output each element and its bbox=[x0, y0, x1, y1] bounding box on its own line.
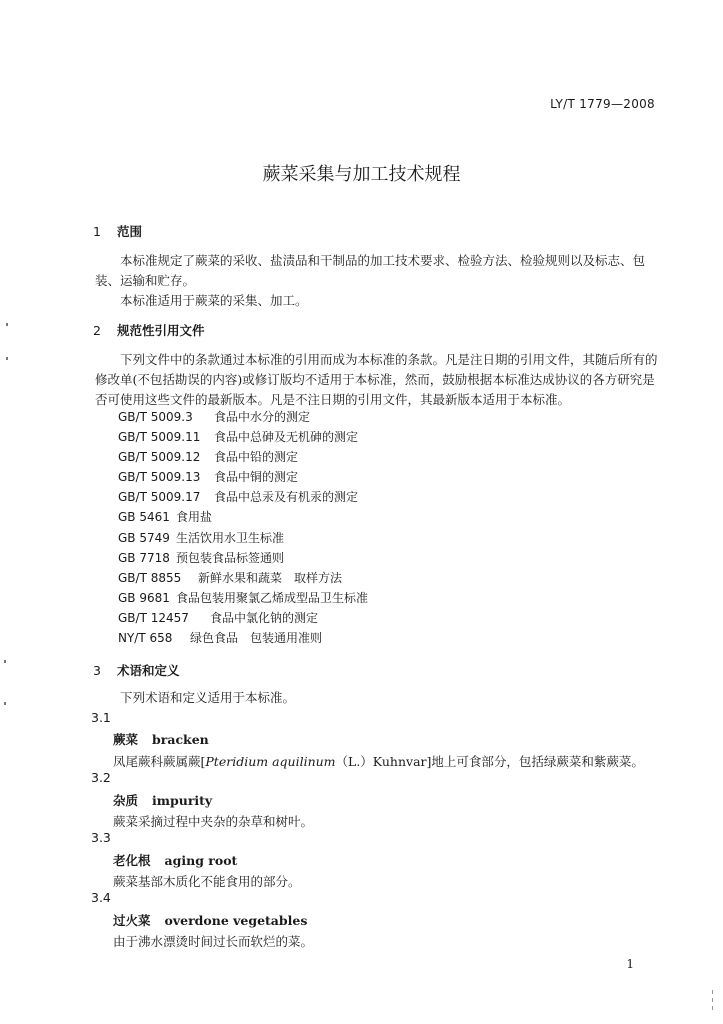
reference-item bbox=[118, 427, 368, 447]
scan-edge-mark bbox=[712, 990, 713, 994]
term-definition: 蕨菜采摘过程中夹杂的杂草和树叶。 bbox=[113, 814, 314, 829]
term-english: impurity bbox=[152, 793, 213, 808]
reference-code: GB/T 5009.11 bbox=[118, 430, 201, 445]
scope-paragraph-2: 本标准适用于蕨菜的采集、加工。 bbox=[120, 293, 308, 308]
term-chinese: 蕨菜 bbox=[113, 732, 139, 747]
scope-paragraph-1: 本标准规定了蕨菜的采收、盐渍品和干制品的加工技术要求、检验方法、检验规则以及标志、包装、运输和贮存。 bbox=[95, 253, 646, 288]
term-number: 3.2 bbox=[91, 770, 111, 785]
reference-item bbox=[118, 447, 368, 467]
term-english: overdone vegetables bbox=[164, 913, 308, 928]
term-definition: 蕨菜基部木质化不能食用的部分。 bbox=[113, 874, 301, 889]
reference-title: 生活饮用水卫生标准 bbox=[176, 530, 285, 545]
reference-title: 预包装食品标签通则 bbox=[176, 550, 285, 565]
scan-speck bbox=[4, 702, 6, 705]
reference-code: GB/T 12457 bbox=[118, 610, 189, 625]
section-title: 术语和定义 bbox=[117, 663, 180, 678]
scan-speck bbox=[6, 323, 8, 326]
reference-item bbox=[118, 568, 368, 588]
terms-intro: 下列术语和定义适用于本标准。 bbox=[120, 690, 296, 705]
reference-code: GB/T 5009.12 bbox=[118, 450, 201, 465]
term-chinese: 过火菜 bbox=[113, 913, 151, 928]
term-chinese: 老化根 bbox=[113, 853, 151, 868]
term-heading bbox=[113, 730, 209, 748]
term-number: 3.1 bbox=[91, 710, 111, 725]
section-title: 范围 bbox=[117, 224, 143, 239]
reference-title: 食品中总砷及无机砷的测定 bbox=[214, 430, 359, 445]
reference-code: GB/T 5009.13 bbox=[118, 470, 201, 485]
reference-item bbox=[118, 467, 368, 487]
reference-item bbox=[118, 608, 368, 628]
reference-item bbox=[118, 628, 368, 648]
term-heading bbox=[113, 791, 212, 809]
section-number: 3 bbox=[93, 663, 101, 678]
references-intro: 下列文件中的条款通过本标准的引用而成为本标准的条款。凡是注日期的引用文件，其随后所有的修改单(不包括勘误的内容)或修订版均不适用于本标准，然而，鼓励根据本标准达成协议的各方研究是否可使用这些文件的最新版本。凡是不注日期的引用文件，其最新版本适用于本标准。 bbox=[95, 352, 658, 407]
scan-speck bbox=[4, 660, 6, 663]
reference-code: NY/T 658 bbox=[118, 631, 173, 646]
section-2-heading bbox=[93, 321, 205, 339]
term-english: aging root bbox=[164, 853, 238, 868]
definition-text: 凤尾蕨科蕨属蕨[ bbox=[113, 754, 206, 769]
scan-speck bbox=[6, 357, 8, 360]
term-number: 3.3 bbox=[91, 830, 111, 845]
reference-title: 食品中氯化钠的测定 bbox=[210, 610, 319, 625]
reference-item bbox=[118, 548, 368, 568]
term-heading bbox=[113, 851, 237, 869]
scan-edge-mark bbox=[712, 998, 713, 1002]
reference-title: 食品中水分的测定 bbox=[214, 410, 311, 424]
reference-code: GB 5461 bbox=[118, 510, 170, 525]
section-1-heading bbox=[93, 222, 142, 240]
reference-title: 新鲜水果和蔬菜 取样方法 bbox=[198, 570, 343, 585]
reference-code: GB/T 5009.17 bbox=[118, 490, 201, 505]
reference-item bbox=[118, 487, 368, 507]
reference-code: GB 9681 bbox=[118, 590, 170, 605]
page-title: 蕨菜采集与加工技术规程 bbox=[262, 164, 461, 185]
term-definition bbox=[113, 752, 644, 770]
reference-code: GB/T 8855 bbox=[118, 570, 182, 585]
reference-item bbox=[118, 407, 368, 427]
reference-title: 食用盐 bbox=[176, 510, 213, 525]
term-chinese: 杂质 bbox=[113, 793, 139, 808]
section-3-heading bbox=[93, 661, 180, 679]
reference-title: 食品中总汞及有机汞的测定 bbox=[214, 490, 359, 505]
reference-title: 食品中铅的测定 bbox=[214, 450, 299, 465]
page-number: 1 bbox=[626, 957, 634, 971]
reference-code: GB 7718 bbox=[118, 550, 170, 565]
reference-code: GB/T 5009.3 bbox=[118, 410, 193, 424]
term-definition: 由于沸水漂烫时间过长而软烂的菜。 bbox=[113, 934, 314, 949]
standard-code: LY/T 1779—2008 bbox=[550, 97, 655, 111]
latin-name: Pteridium aquilinum bbox=[205, 754, 336, 769]
term-number: 3.4 bbox=[91, 890, 111, 905]
reference-title: 食品中铜的测定 bbox=[214, 470, 299, 485]
scan-edge-mark bbox=[712, 1006, 713, 1010]
term-english: bracken bbox=[152, 732, 209, 747]
reference-code: GB 5749 bbox=[118, 530, 170, 545]
reference-title: 食品包装用聚氯乙烯成型品卫生标准 bbox=[176, 590, 369, 605]
reference-title: 绿色食品 包装通用准则 bbox=[190, 631, 323, 646]
reference-list bbox=[118, 407, 368, 648]
section-number: 2 bbox=[93, 323, 101, 338]
term-heading bbox=[113, 911, 307, 929]
reference-item bbox=[118, 528, 368, 548]
reference-item bbox=[118, 507, 368, 527]
definition-text: （L.）Kuhnvar]地上可食部分，包括绿蕨菜和紫蕨菜。 bbox=[335, 754, 644, 769]
section-title: 规范性引用文件 bbox=[117, 323, 205, 338]
reference-item bbox=[118, 588, 368, 608]
section-number: 1 bbox=[93, 224, 101, 239]
